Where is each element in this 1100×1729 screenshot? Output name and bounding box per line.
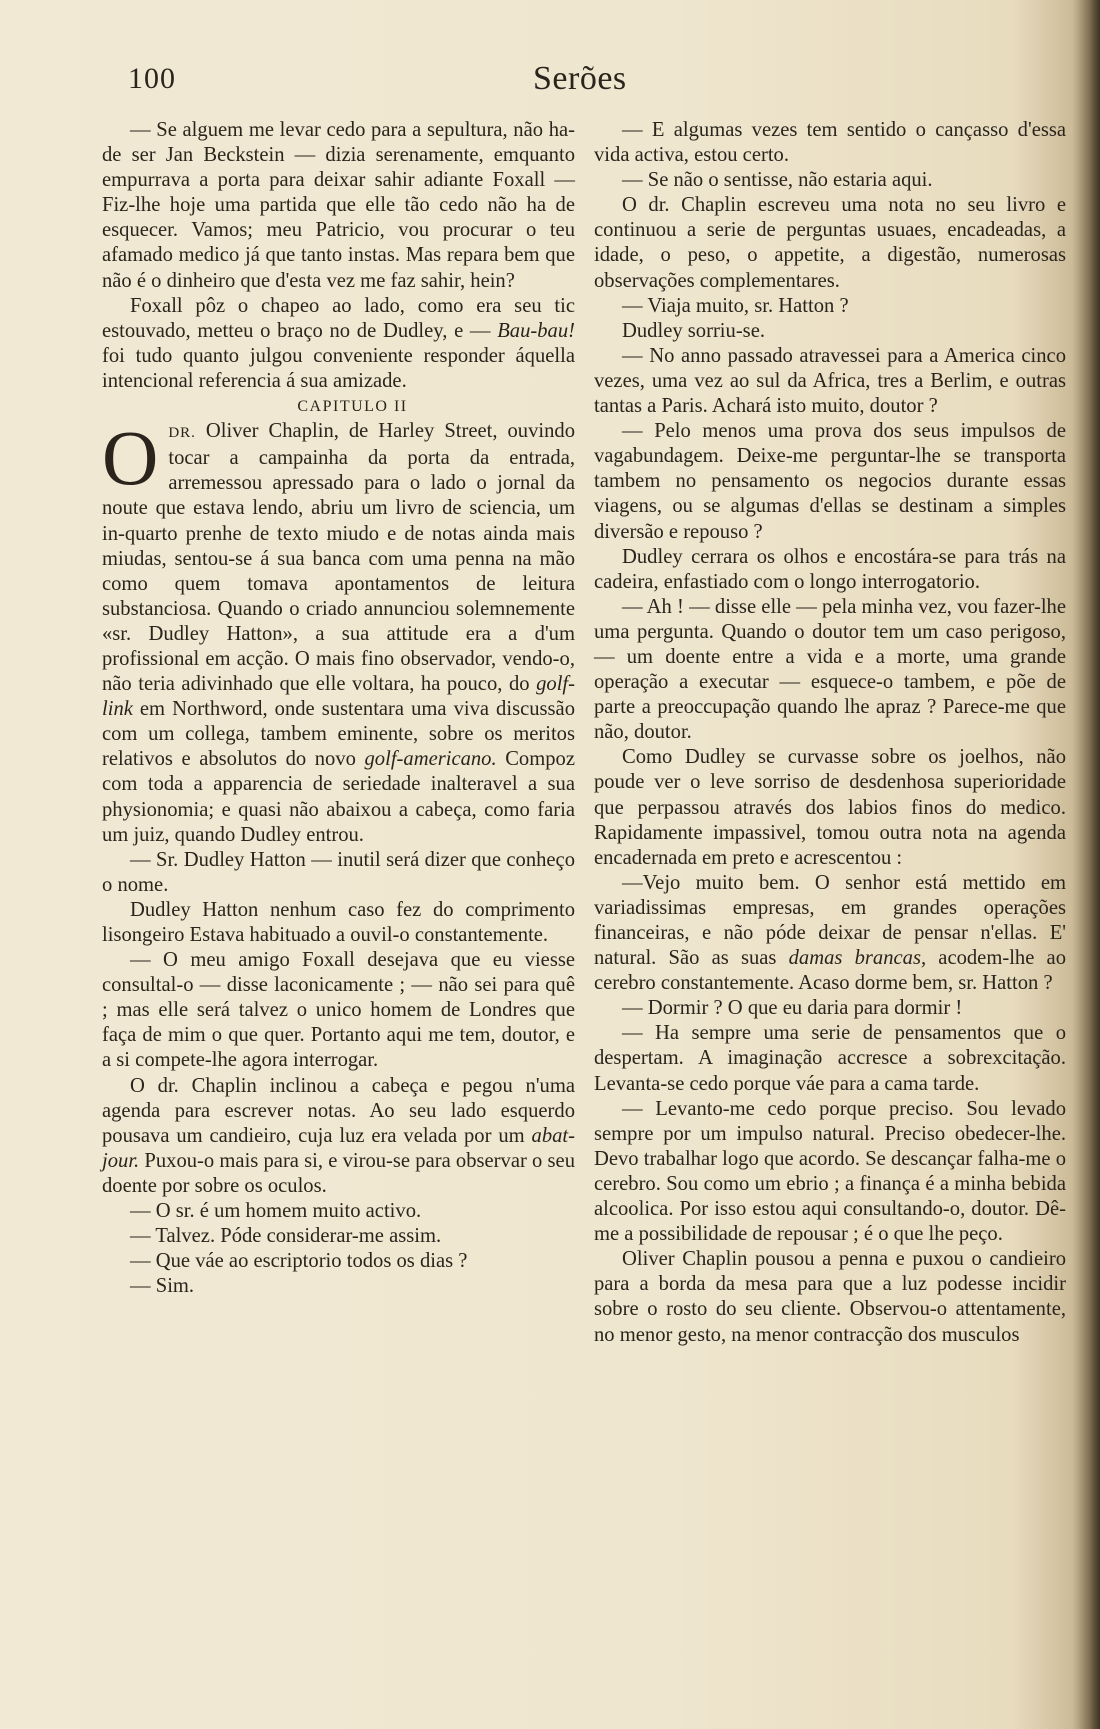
text-run: Puxou-o mais para si, e virou-se para observar o seu doente por sobre os oculos. bbox=[102, 1149, 575, 1197]
paragraph: Oliver Chaplin pousou a penna e puxou o candieiro para a borda da mesa para que a luz podesse incidir sobre o rosto do seu cliente. Observou-o attentamente, no menor gesto, na menor contracção dos musculos bbox=[594, 1248, 1066, 1346]
left-column bbox=[102, 118, 575, 1299]
paragraph bbox=[102, 294, 575, 394]
chapter-opening-paragraph bbox=[102, 414, 575, 848]
italic-text: damas brancas, bbox=[788, 947, 927, 970]
paragraph bbox=[102, 1074, 575, 1199]
italic-text: Bau-bau! bbox=[497, 319, 575, 342]
paragraph: — Ha sempre uma serie de pensamentos que o despertam. A imaginação accresce a sobrexcitação. Levanta-se cedo porque váe para a cama tarde. bbox=[594, 1022, 1066, 1095]
paragraph: — Se não o sentisse, não estaria aqui. bbox=[622, 169, 933, 192]
paragraph: Dudley Hatton nenhum caso fez do comprimento lisongeiro Estava habituado a ouvil-o constantemente. bbox=[102, 898, 575, 946]
paragraph: — Sr. Dudley Hatton — inutil será dizer que conheço o nome. bbox=[102, 848, 575, 896]
paragraph: — Dormir ? O que eu daria para dormir ! bbox=[622, 997, 963, 1020]
paragraph: — E algumas vezes tem sentido o cançasso d'essa vida activa, estou certo. bbox=[594, 119, 1066, 167]
binding-shadow bbox=[1072, 0, 1100, 1729]
running-title: Serões bbox=[533, 60, 627, 97]
paragraph: — O sr. é um homem muito activo. bbox=[130, 1200, 422, 1223]
paragraph: — Pelo menos uma prova dos seus impulsos de vagabundagem. Deixe-me perguntar-lhe se transporta tambem no pensamento os negocios durante essas viagens, ou se algumas d'ellas se destinam a simples diversão e repouso ? bbox=[594, 420, 1066, 543]
chapter-heading: CAPITULO II bbox=[297, 398, 408, 416]
paragraph: — Talvez. Póde considerar-me assim. bbox=[130, 1225, 442, 1248]
paragraph: — Sim. bbox=[130, 1275, 195, 1298]
text-run: Foxall pôz o chapeo ao lado, como era seu tic estouvado, metteu o braço no de Dudley, e — bbox=[102, 294, 575, 342]
text-run: em Northword, onde sustentara uma viva discussão com um collega, tambem eminente, sobre os meritos relativos e absolutos do novo bbox=[102, 698, 575, 771]
italic-text: golf-link bbox=[102, 673, 575, 721]
paragraph: Dudley sorriu-se. bbox=[622, 319, 765, 342]
text-run: —Vejo muito bem. O senhor está mettido em variadissimas empresas, em grandes operações financeiras, e não póde deixar de pensar n'ellas. E' natural. São as suas bbox=[594, 871, 1066, 970]
text-run: O dr. Chaplin inclinou a cabeça e pegou n'uma agenda para escrever notas. Ao seu lado esquerdo pousava um candieiro, cuja luz era velada por um bbox=[102, 1074, 575, 1147]
text-run: Compoz com toda a apparencia de seriedade inalteravel a sua physionomia; e quasi não abaixou a cabeça, como faria um juiz, quando Dudley entrou. bbox=[102, 748, 575, 846]
text-run: foi tudo quanto julgou conveniente responder áquella intencional referencia á sua amizade. bbox=[102, 344, 575, 392]
paragraph: Dudley cerrara os olhos e encostára-se para trás na cadeira, enfastiado com o longo interrogatorio. bbox=[594, 545, 1066, 593]
page-header bbox=[128, 62, 648, 112]
paragraph: O dr. Chaplin escreveu uma nota no seu livro e continuou a serie de perguntas usuaes, encadeadas, a idade, o peso, o appetite, a digestão, numerosas observações complementares. bbox=[594, 194, 1066, 292]
text-run: Oliver Chaplin, de Harley Street, ouvindo tocar a campainha da porta da entrada, arremessou apressado para o lado o jornal da noute que estava lendo, abriu um livro de sciencia, um in-quarto prenhe de texto miudo e de notas ainda mais miudas, sentou-se á sua banca com uma penna na mão como quem tomava apontamentos de leitura substanciosa. Quando o criado annunciou solemnemente «sr. Dudley Hatton», a sua attitude era a d'um profissional em acção. O mais fino observador, vendo-o, não teria adivinhado que elle voltara, ha pouco, do bbox=[102, 420, 575, 696]
paragraph: — Ah ! — disse elle — pela minha vez, vou fazer-lhe uma pergunta. Quando o doutor tem um caso perigoso, — um doente entre a vida e a morte, uma grande operação a executar — esquece-o tambem, e põe de parte a preoccupação quando lhe apraz ? Parece-me que não, doutor. bbox=[594, 595, 1066, 744]
paragraph: — Viaja muito, sr. Hatton ? bbox=[622, 294, 849, 317]
paragraph: Como Dudley se curvasse sobre os joelhos, não poude ver o leve sorriso de desdenhosa superioridade que perpassou através dos labios finos do medico. Rapidamente impassivel, tomou outra nota na agenda encadernada em preto e acrescentou : bbox=[594, 746, 1066, 869]
italic-text: abat-jour. bbox=[102, 1124, 575, 1172]
page-number: 100 bbox=[128, 62, 176, 95]
paragraph: — Se alguem me levar cedo para a sepultura, não ha-de ser Jan Beckstein — dizia serenamente, emquanto empurrava a porta para deixar sahir adiante Foxall — Fiz-lhe hoje uma partida que elle tão cedo não ha de esquecer. Vamos; meu Patricio, vou procurar o teu afamado medico já que tanto instas. Mas repara bem que não é o dinheiro que d'esta vez me faz sahir, hein? bbox=[102, 119, 575, 292]
paragraph: — Levanto-me cedo porque preciso. Sou levado sempre por um impulso natural. Preciso obedecer-lhe. Devo trabalhar logo que acordo. Se descançar falha-me o cerebro. Sou como um ebrio ; a finança é a minha bebida alcoolica. Por isso estou aqui consultando-o, doutor. Dê-me a possibilidade de repousar ; é o que lhe peço. bbox=[594, 1097, 1066, 1246]
text-run: acodem-lhe ao cerebro constantemente. Acaso dorme bem, sr. Hatton ? bbox=[594, 947, 1066, 995]
right-column bbox=[594, 118, 1066, 1348]
drop-cap: O bbox=[102, 414, 159, 502]
paragraph bbox=[594, 871, 1066, 996]
italic-text: golf-americano. bbox=[364, 748, 497, 771]
small-caps-text: DR. bbox=[168, 425, 196, 442]
paragraph: — No anno passado atravessei para a America cinco vezes, uma vez ao sul da Africa, tres a Berlim, e outras tantas a Paris. Achará isto muito, doutor ? bbox=[594, 344, 1066, 418]
paragraph: — Que váe ao escriptorio todos os dias ? bbox=[130, 1250, 468, 1273]
paragraph: — O meu amigo Foxall desejava que eu viesse consultal-o — disse laconicamente ; — não sei para quê ; mas elle será talvez o unico homem de Londres que faça de mim o que quer. Portanto aqui me tem, doutor, e a si compete-lhe agora interrogar. bbox=[102, 949, 575, 1072]
